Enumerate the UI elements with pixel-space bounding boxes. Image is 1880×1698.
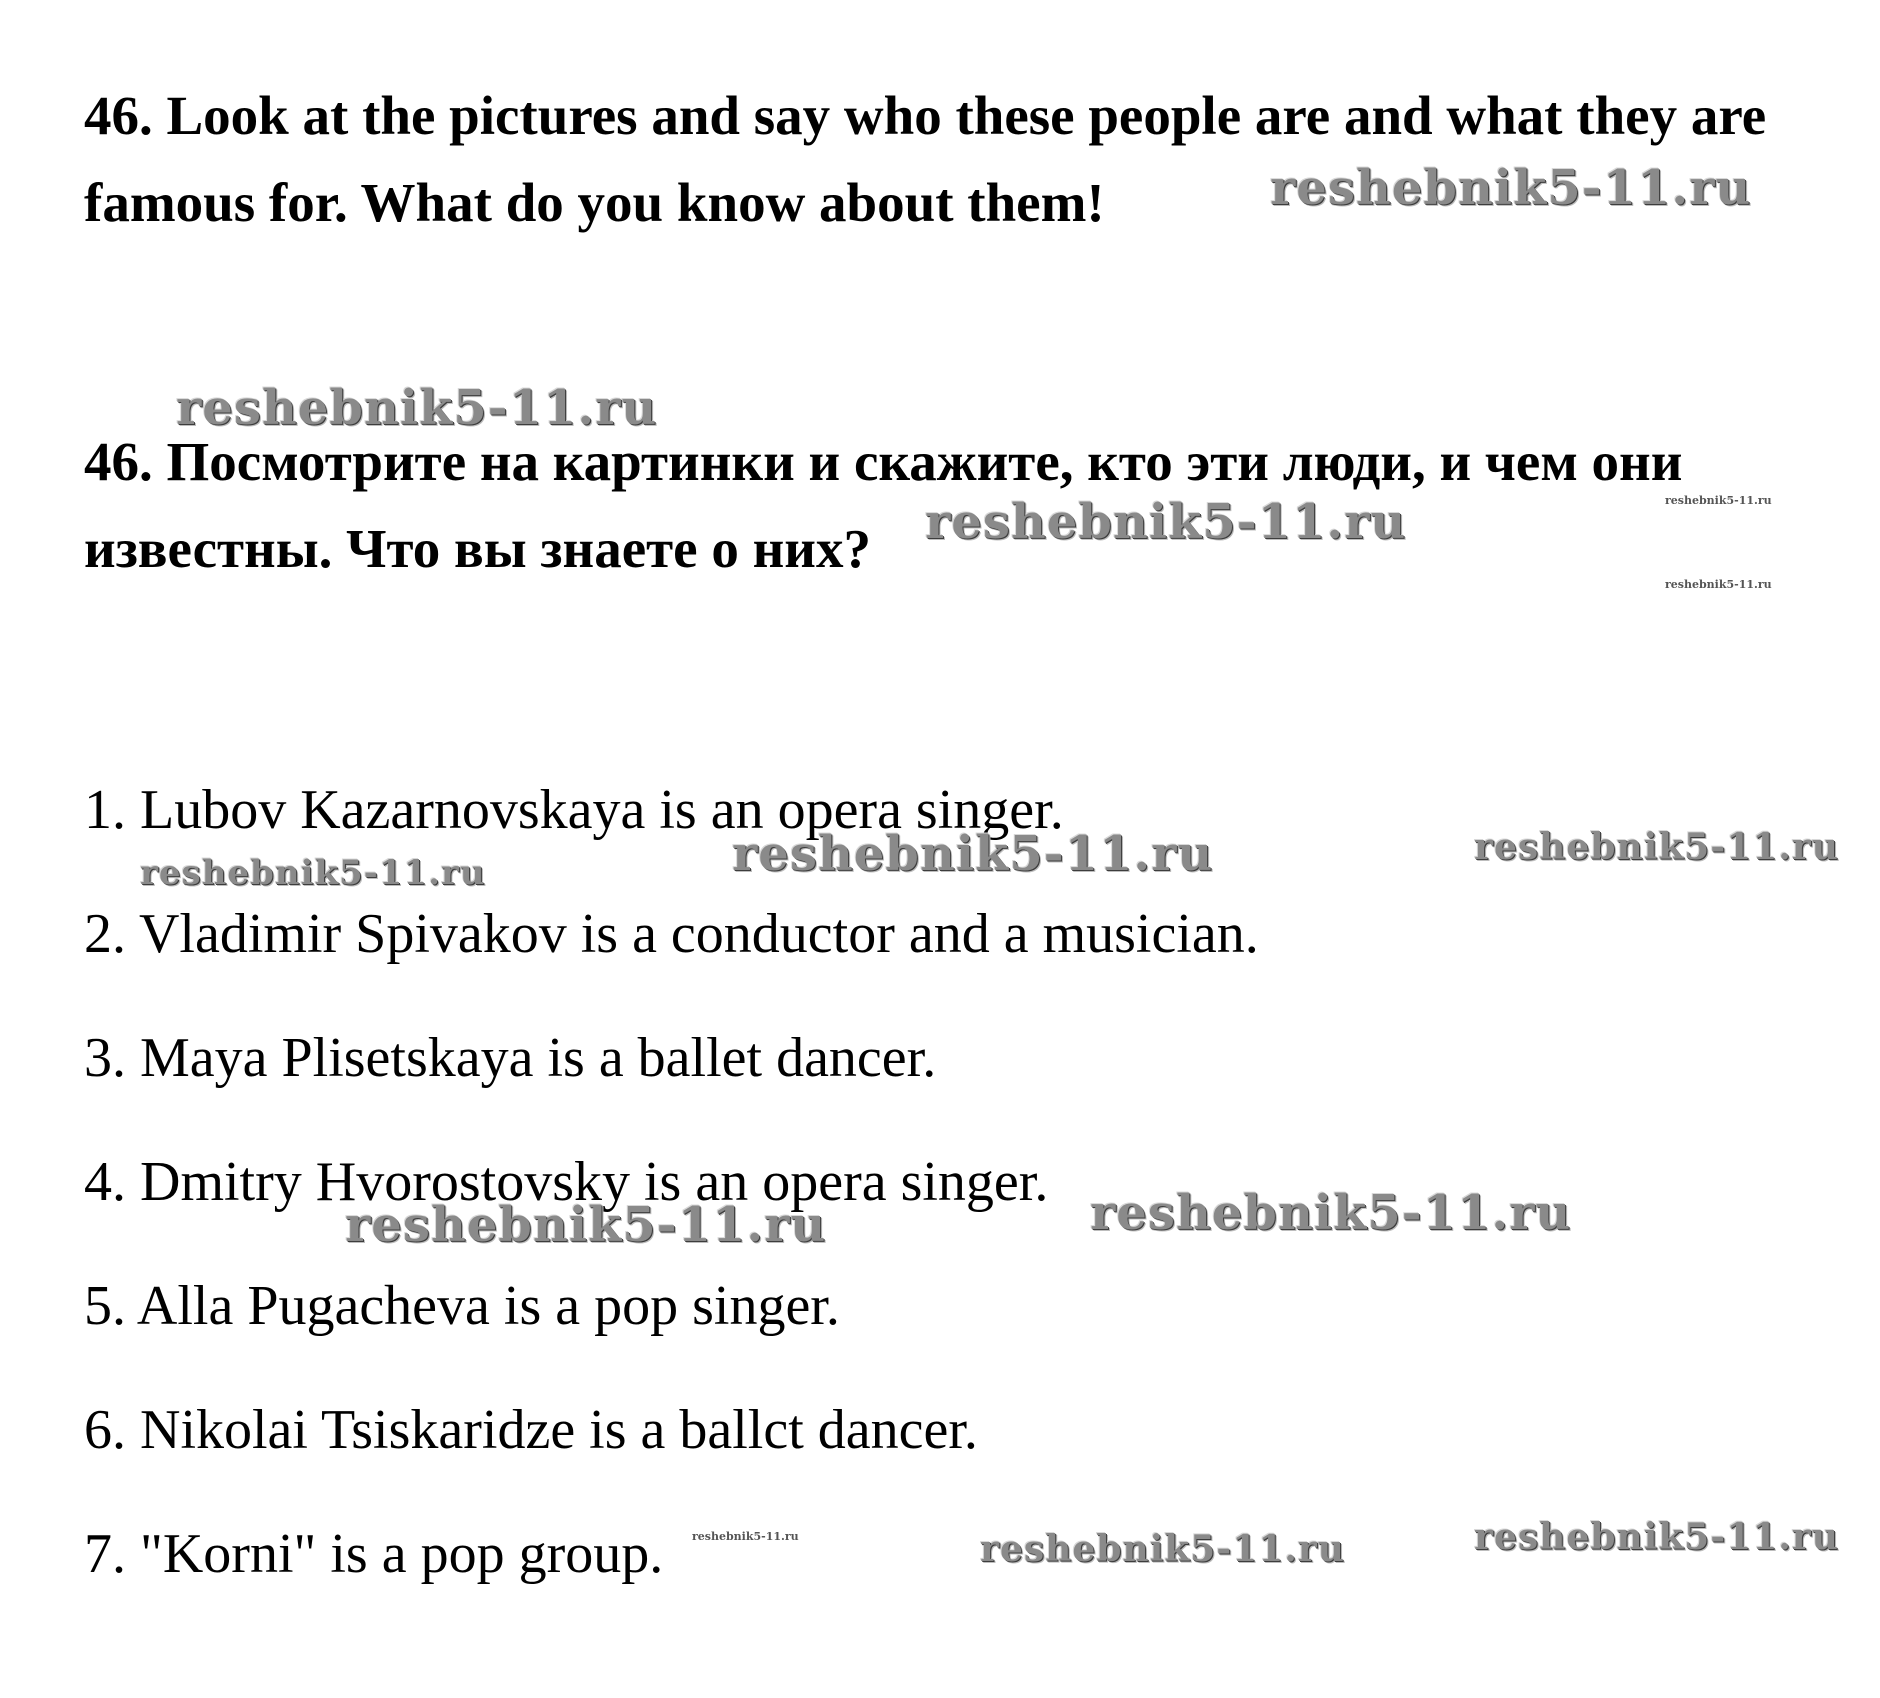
watermark: reshebnik5-11.ru (345, 1197, 827, 1253)
answer-item-6: 6. Nikolai Tsiskaridze is a ballct dancer. (84, 1399, 978, 1461)
watermark: reshebnik5-11.ru (1474, 1516, 1839, 1558)
watermark: reshebnik5-11.ru (692, 1530, 799, 1543)
answer-item-5: 5. Alla Pugacheva is a pop singer. (84, 1275, 840, 1337)
task-heading-russian: 46. Посмотрите на картинки и скажите, кто эти люди, и чем они известны. Что вы знаете о них? (84, 431, 1683, 579)
answer-item-2: 2. Vladimir Spivakov is a conductor and a musician. (84, 903, 1259, 965)
watermark: reshebnik5-11.ru (732, 826, 1214, 882)
task-heading-english: 46. Look at the pictures and say who these people are and what they are famous for. What do you know about them! (84, 85, 1767, 233)
answer-item-3: 3. Maya Plisetskaya is a ballet dancer. (84, 1027, 937, 1089)
watermark: reshebnik5-11.ru (140, 853, 486, 893)
watermark: reshebnik5-11.ru (1665, 494, 1772, 507)
watermark: reshebnik5-11.ru (925, 494, 1407, 550)
answer-item-7: 7. "Korni" is a pop group. (84, 1523, 664, 1585)
answer-item-1: 1. Lubov Kazarnovskaya is an opera singer. (84, 779, 1064, 841)
watermark: reshebnik5-11.ru (176, 380, 658, 436)
watermark: reshebnik5-11.ru (1270, 160, 1752, 216)
watermark: reshebnik5-11.ru (1474, 826, 1839, 868)
watermark: reshebnik5-11.ru (980, 1528, 1345, 1570)
answer-item-4: 4. Dmitry Hvorostovsky is an opera singer. (84, 1151, 1049, 1213)
watermark: reshebnik5-11.ru (1665, 578, 1772, 591)
watermark: reshebnik5-11.ru (1090, 1185, 1572, 1241)
